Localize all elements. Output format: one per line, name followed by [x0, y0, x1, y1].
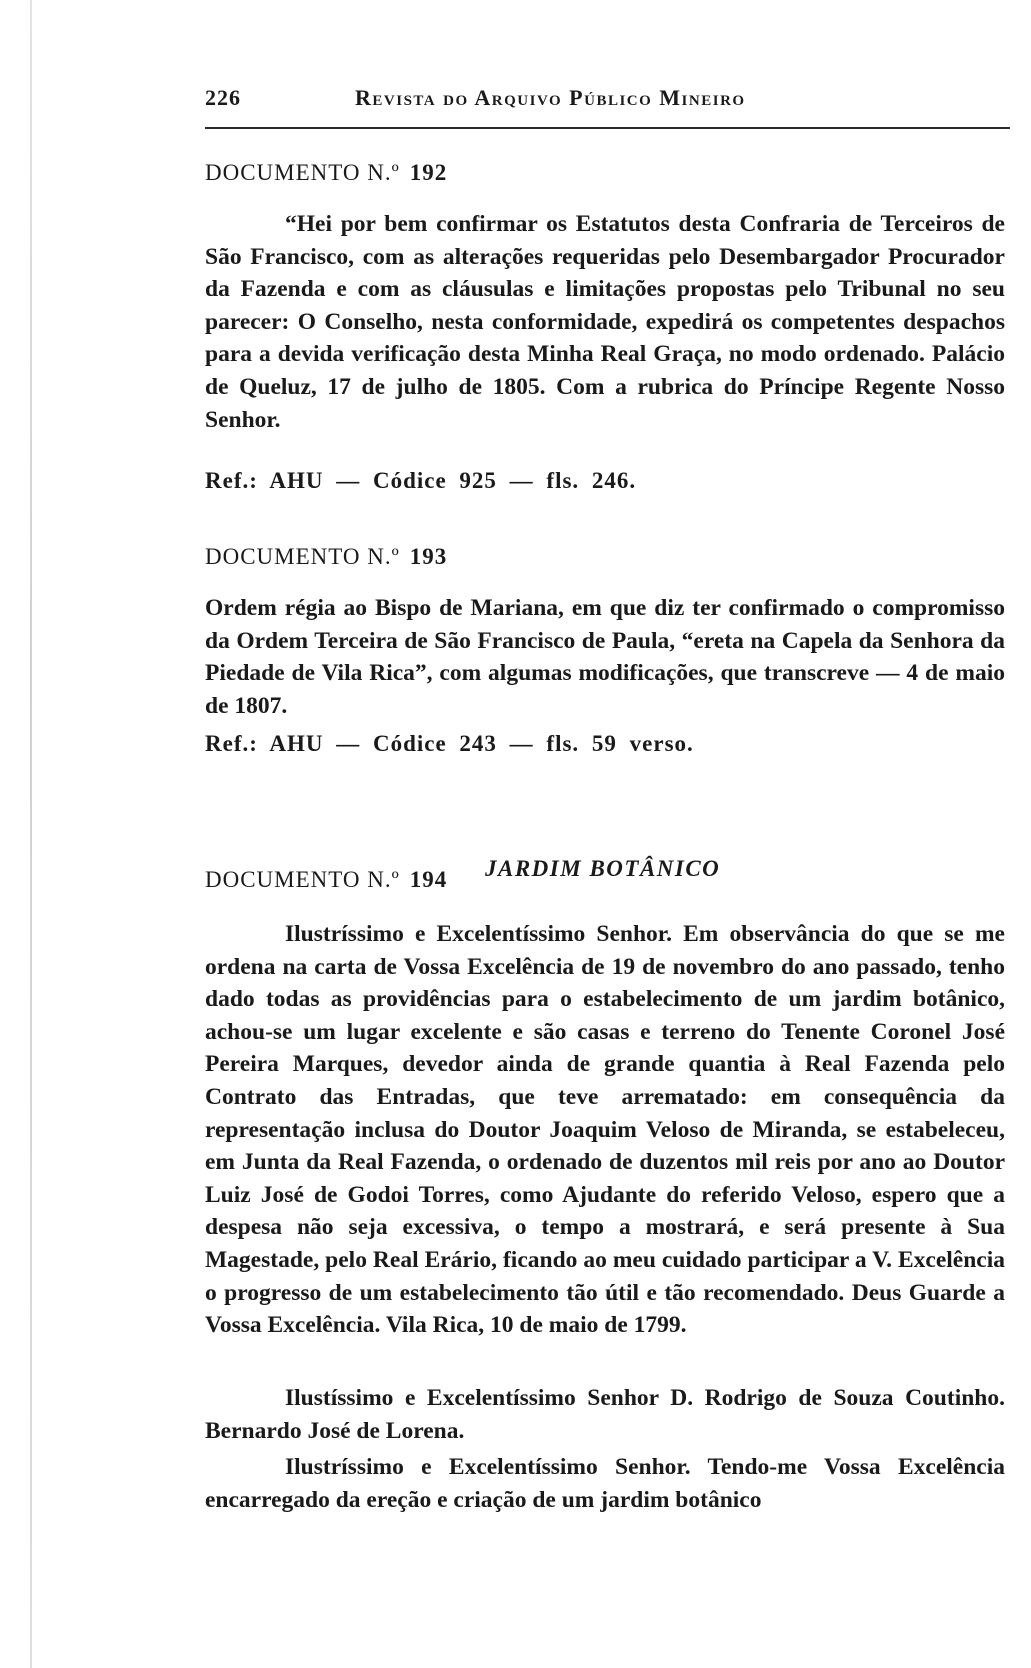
document-194-paragraph-3: Ilustríssimo e Excelentíssimo Senhor. Tendo-me Vossa Excelência encarregado da ereção e criação de um jardim botânico	[205, 1454, 1005, 1513]
document-192-text: “Hei por bem confirmar os Estatutos desta Confraria de Terceiros de São Francisco, com as alterações requeridas pelo Desembargador Procurador da Fazenda e com as cláusulas e limitações propostas pelo Tribunal no seu parecer: O Conselho, nesta conformidade, expedirá os competentes despachos para a devida verificação desta Minha Real Graça, no modo ordenado. Palácio de Queluz, 17 de julho de 1805. Com a rubrica do Príncipe Regente Nosso Senhor.	[205, 211, 1005, 433]
document-heading-label: DOCUMENTO N.º	[205, 160, 400, 185]
document-194-paragraph-2: Ilustíssimo e Excelentíssimo Senhor D. Rodrigo de Souza Coutinho. Bernardo José de Lorena.	[205, 1385, 1005, 1444]
document-193-heading	[205, 544, 447, 570]
document-heading-number: 192	[409, 160, 448, 185]
section-title: JARDIM BOTÂNICO	[485, 856, 721, 881]
header-rule	[205, 127, 1010, 129]
document-192-heading	[205, 160, 447, 186]
document-193-text: Ordem régia ao Bispo de Mariana, em que diz ter confirmado o compromisso da Ordem Terceira de São Francisco de Paula, “ereta na Capela da Senhora da Piedade de Vila Rica”, com algumas modificações, que transcreve — 4 de maio de 1807.	[205, 595, 1005, 719]
journal-title: Revista do Arquivo Público Mineiro	[355, 85, 746, 110]
page-number: 226	[205, 85, 241, 110]
document-heading-label: DOCUMENTO N.º	[205, 544, 400, 569]
document-heading-number: 194	[409, 867, 448, 892]
binding-edge	[30, 0, 32, 1668]
running-head	[205, 85, 1010, 125]
document-heading-label: DOCUMENTO N.º	[205, 867, 400, 892]
document-192-reference: Ref.: AHU — Códice 925 — fls. 246.	[205, 468, 637, 493]
document-193-reference: Ref.: AHU — Códice 243 — fls. 59 verso.	[205, 731, 694, 756]
document-194-heading	[205, 867, 447, 893]
document-heading-number: 193	[409, 544, 448, 569]
document-194-paragraph-1: Ilustríssimo e Excelentíssimo Senhor. Em observância do que se me ordena na carta de Vossa Excelência de 19 de novembro do ano passado, tenho dado todas as providências para o estabelecimento de um jardim botânico, achou-se um lugar excelente e são casas e terreno do Tenente Coronel José Pereira Marques, devedor ainda de grande quantia à Real Fazenda pelo Contrato das Entradas, que teve arrematado: em consequência da representação inclusa do Doutor Joaquim Veloso de Miranda, se estabeleceu, em Junta da Real Fazenda, o ordenado de duzentos mil reis por ano ao Doutor Luiz José de Godoi Torres, como Ajudante do referido Veloso, espero que a despesa não seja excessiva, o tempo a mostrará, e será presente à Sua Magestade, pelo Real Erário, ficando ao meu cuidado participar a V. Excelência o progresso de um estabelecimento tão útil e tão recomendado. Deus Guarde a Vossa Excelência. Vila Rica, 10 de maio de 1799.	[205, 921, 1005, 1339]
